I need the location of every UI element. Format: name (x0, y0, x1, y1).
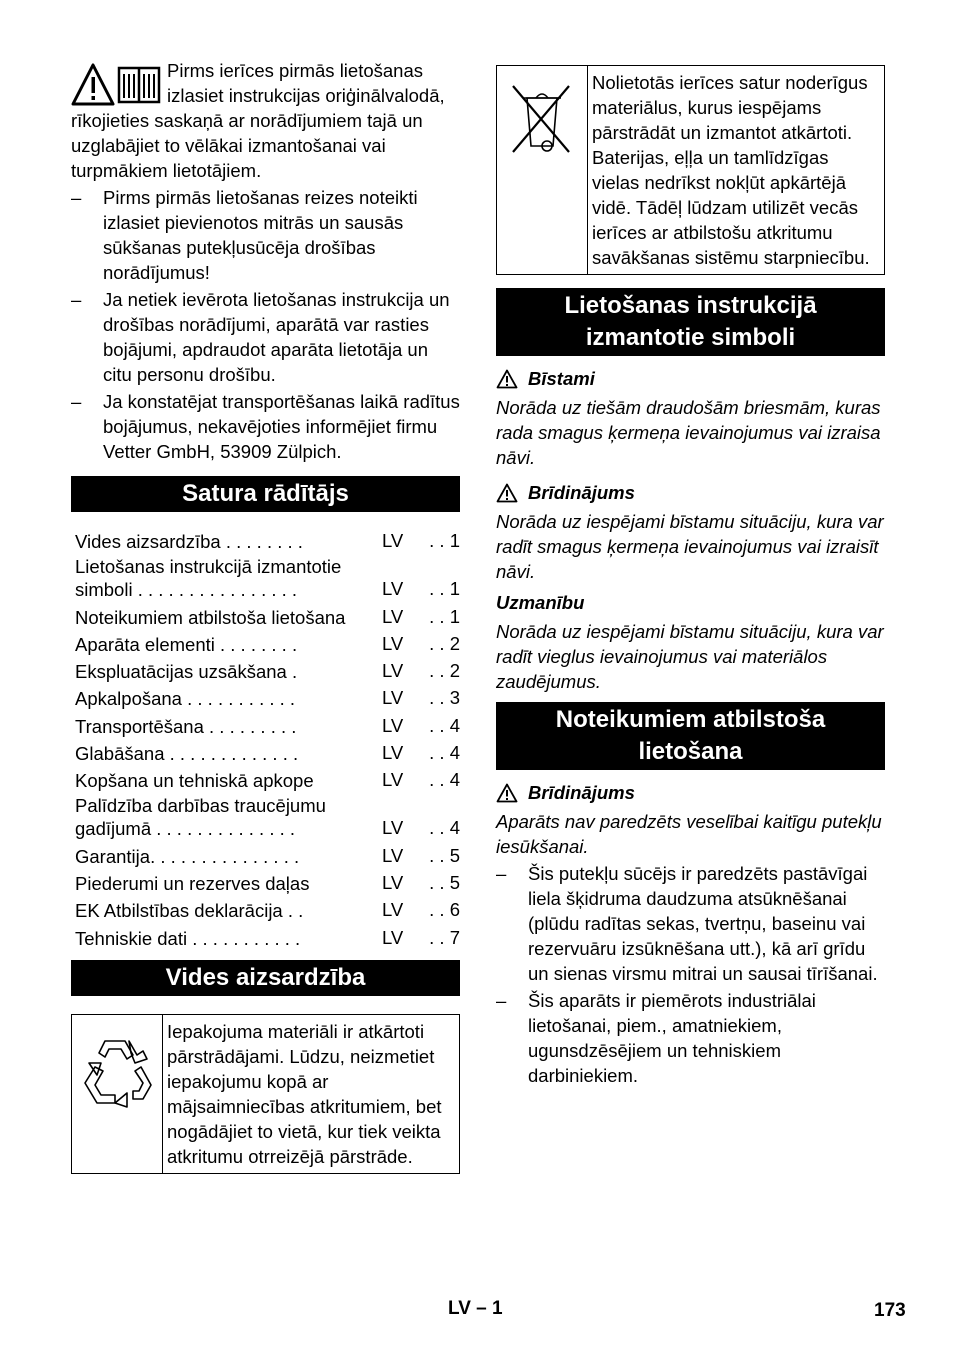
intro-block (71, 58, 460, 183)
proper-use-warning-text: Aparāts nav paredzēts veselībai kaitīgu putekļu iesūkšanai. (496, 811, 882, 857)
warning-triangle-icon (496, 369, 518, 389)
toc-entry[interactable]: EK Atbilstības deklarācija . . LV . . 6 (75, 899, 460, 922)
weee-box (496, 65, 885, 275)
proper-use-item: – Šis putekļu sūcējs ir paredzēts pastāvīgai liela šķidruma daudzuma atsūknēšanai (plūdu radītas sekas, tvertņu, baseinu vai rezervuāru izsūknēšana utt.), kā arī grīdu un sienas virsmu mitrai un sausai tīrīšanai. (496, 863, 878, 984)
proper-use-warning-heading: Brīdinājums (496, 780, 885, 805)
intro-item: – Pirms pirmās lietošanas reizes noteikti izlasiet pievienotos mitrās un sausās sūkšanas putekļusūcēja drošības norādījumus! (71, 187, 418, 283)
toc-entry[interactable]: Lietošanas instrukcijā izmantotie simboli . . . . . . . . . . . . . . . . LV . . 1 (75, 556, 460, 601)
toc-entry[interactable]: Transportēšana . . . . . . . . . LV . . 4 (75, 714, 460, 737)
danger-heading: Bīstami (496, 366, 885, 391)
warning-triangle-icon (496, 783, 518, 803)
left-column (71, 58, 460, 1174)
crossed-bin-icon (507, 80, 577, 160)
intro-item: – Ja netiek ievērota lietošanas instrukcija un drošības norādījumi, aparātā var rasties bojājumi, apdraudot aparāta lietotāja un citu personu drošību. (71, 289, 450, 385)
proper-use-item: – Šis aparāts ir piemērots industriālai lietošanai, piem., amatniekiem, ugunsdzēsējiem un tehniskiem darbiniekiem. (496, 990, 816, 1086)
toc-entry[interactable]: Aparāta elementi . . . . . . . . LV . . 2 (75, 632, 460, 655)
toc-entry[interactable]: Vides aizsardzība . . . . . . . . LV . . 1 (75, 530, 460, 553)
toc-entry[interactable]: Kopšana un tehniskā apkope LV . . 4 (75, 769, 460, 792)
recycle-box (71, 1014, 460, 1174)
intro-item: – Ja konstatējat transportēšanas laikā radītus bojājumus, nekavējoties informējiet firmu Vetter GmbH, 53909 Zülpich. (71, 391, 460, 462)
env-heading: Vides aizsardzība (71, 960, 460, 996)
recycle-text: Iepakojuma materiāli ir atkārtoti pārstrādājami. Lūdzu, neizmetiet iepakojumu kopā ar mājsaimniecības atkritumiem, bet nogādājiet to vietā, kur tiek veikta atkritumu otrreizējā pārstrāde. (167, 1020, 442, 1167)
right-column (496, 65, 885, 1088)
danger-text: Norāda uz tiešām draudošām briesmām, kuras rada smagus ķermeņa ievainojumus vai izraisa nāvi. (496, 397, 881, 468)
table-of-contents (71, 526, 460, 950)
warning-heading: Brīdinājums (496, 480, 885, 505)
toc-entry[interactable]: Palīdzība darbības traucējumu gadījumā . . . . . . . . . . . . . . LV . . 4 (75, 795, 460, 840)
toc-entry[interactable]: Tehniskie dati . . . . . . . . . . . LV . . 7 (75, 926, 460, 949)
intro-text: Pirms ierīces pirmās lietošanas izlasiet instrukcijas oriģinālvalodā, rīkojieties saskaņā ar norādījumiem tajā un uzglabājiet to vēlākai izmantošanai vai turpmākiem lietotājiem. (71, 60, 445, 181)
caution-text: Norāda uz iespējami bīstamu situāciju, kura var radīt vieglus ievainojumus vai materiālos zaudējumus. (496, 621, 884, 692)
weee-text: Nolietotās ierīces satur noderīgus materiālus, kurus iespējams pārstrādāt un izmantot atkārtoti. Baterijas, eļļa un tamlīdzīgas vielas nedrīkst nokļūt apkārtējā vidē. Tādēļ lūdzam utilizēt vecās ierīces ar atbilstošu atkritumu savākšanas sistēmu starpniecību. (592, 72, 870, 268)
toc-entry[interactable]: Garantija. . . . . . . . . . . . . . . LV . . 5 (75, 844, 460, 867)
recycle-icon-cell (72, 1015, 163, 1173)
symbols-heading: Lietošanas instrukcijā izmantotie simboli (496, 288, 885, 356)
recycle-icon (77, 1033, 157, 1113)
toc-entry[interactable]: Ekspluatācijas uzsākšana . LV . . 2 (75, 660, 460, 683)
warning-manual-icon (71, 62, 163, 108)
toc-entry[interactable]: Piederumi un rezerves daļas LV . . 5 (75, 871, 460, 894)
warning-text: Norāda uz iespējami bīstamu situāciju, kura var radīt smagus ķermeņa ievainojumus vai izraisīt nāvi. (496, 511, 884, 582)
caution-heading: Uzmanību (496, 592, 585, 613)
proper-use-heading: Noteikumiem atbilstoša lietošana (496, 702, 885, 770)
footer-language-page: LV – 1 (448, 1298, 503, 1319)
toc-heading: Satura rādītājs (71, 476, 460, 512)
toc-entry[interactable]: Noteikumiem atbilstoša lietošana LV . . 1 (75, 605, 460, 628)
toc-entry[interactable]: Apkalpošana . . . . . . . . . . . LV . . 3 (75, 687, 460, 710)
footer-page-number: 173 (874, 1300, 906, 1321)
weee-icon-cell (497, 66, 588, 274)
toc-entry[interactable]: Glabāšana . . . . . . . . . . . . . LV . . 4 (75, 742, 460, 765)
warning-triangle-icon (496, 483, 518, 503)
